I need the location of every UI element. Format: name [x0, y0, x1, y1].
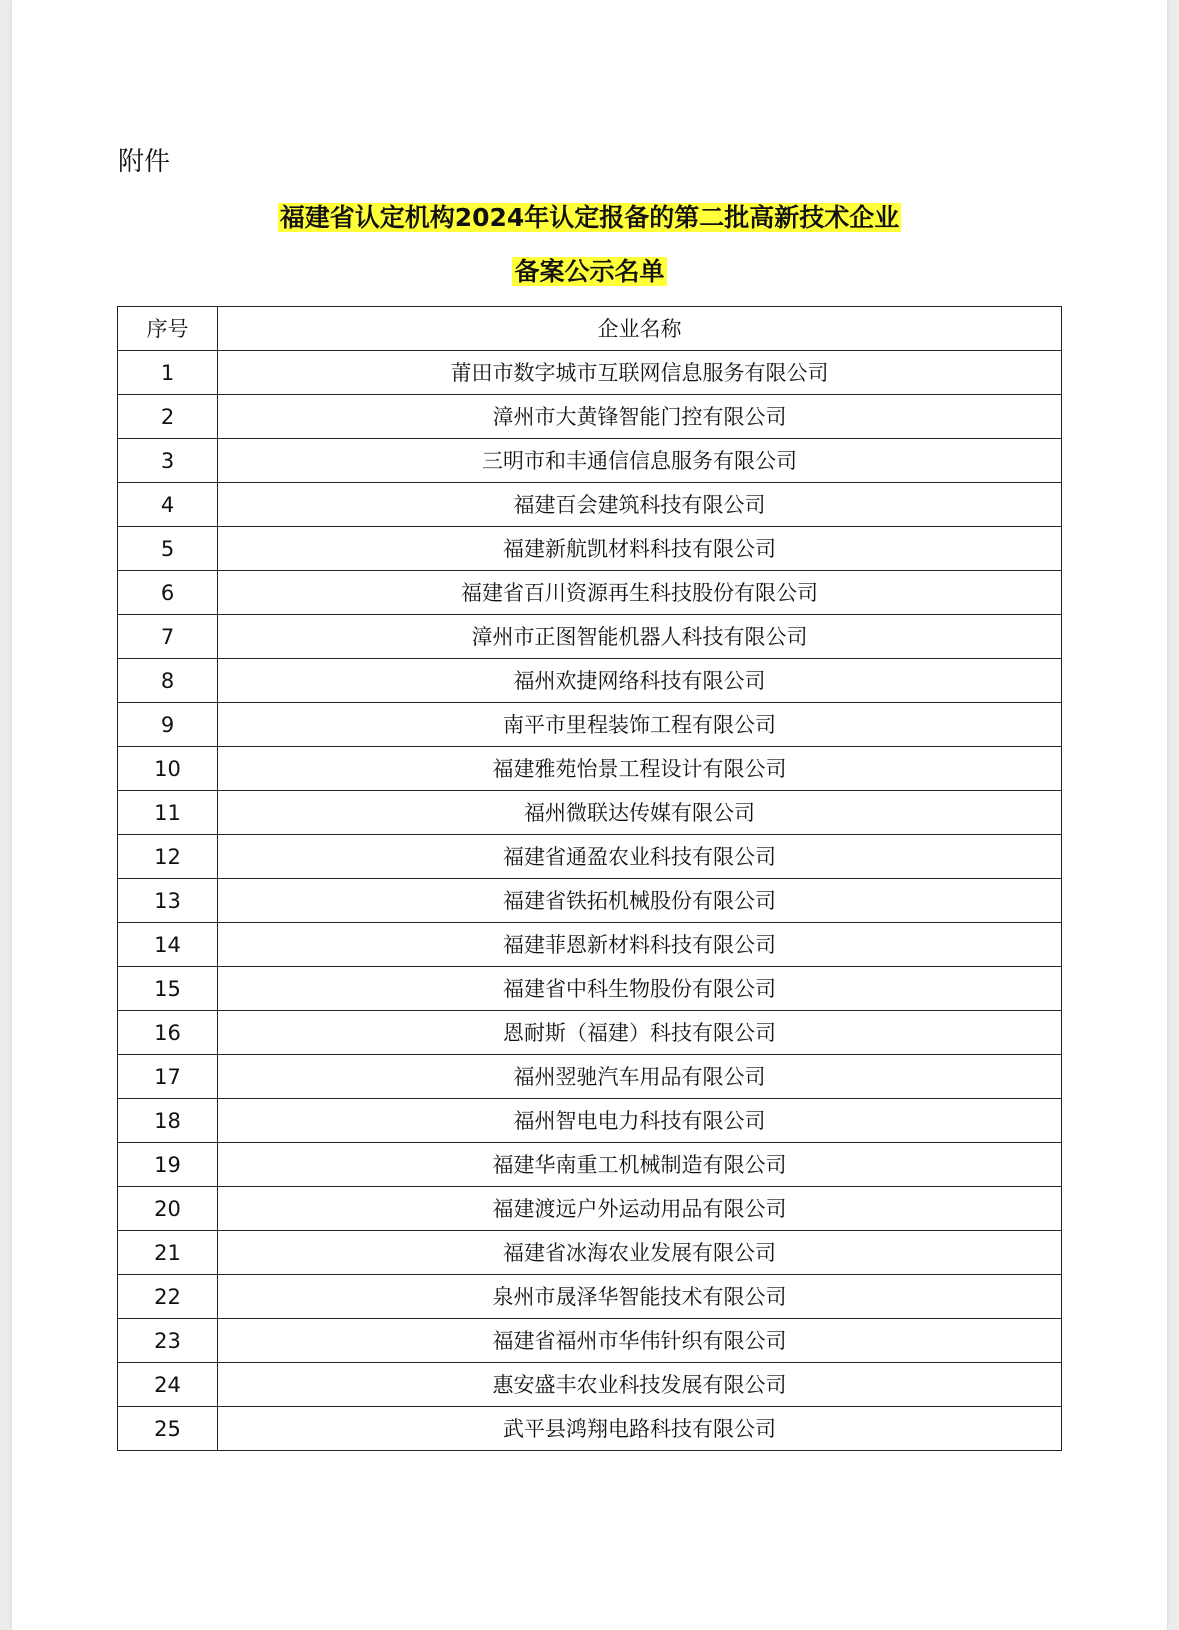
row-serial-number: 20 [118, 1187, 218, 1231]
table-row [118, 1143, 1062, 1187]
row-serial-number: 23 [118, 1319, 218, 1363]
row-company-name: 福建省百川资源再生科技股份有限公司 [218, 571, 1062, 615]
table-row [118, 747, 1062, 791]
row-serial-number: 25 [118, 1407, 218, 1451]
row-serial-number: 3 [118, 439, 218, 483]
table-row [118, 1231, 1062, 1275]
table-row [118, 967, 1062, 1011]
row-company-name: 三明市和丰通信信息服务有限公司 [218, 439, 1062, 483]
table-row [118, 1099, 1062, 1143]
row-serial-number: 12 [118, 835, 218, 879]
attachment-label: 附件 [118, 147, 171, 177]
table-header-row [118, 307, 1062, 351]
row-company-name: 福建雅苑怡景工程设计有限公司 [218, 747, 1062, 791]
table-row [118, 483, 1062, 527]
title-line2-text: 备案公示名单 [514, 257, 665, 286]
row-company-name: 福建省福州市华伟针织有限公司 [218, 1319, 1062, 1363]
table-row [118, 571, 1062, 615]
table-row [118, 351, 1062, 395]
row-serial-number: 1 [118, 351, 218, 395]
table-row [118, 879, 1062, 923]
table-row [118, 1363, 1062, 1407]
row-serial-number: 14 [118, 923, 218, 967]
row-company-name: 福建华南重工机械制造有限公司 [218, 1143, 1062, 1187]
row-company-name: 福建省中科生物股份有限公司 [218, 967, 1062, 1011]
table-row [118, 1011, 1062, 1055]
row-company-name: 惠安盛丰农业科技发展有限公司 [218, 1363, 1062, 1407]
table-row [118, 1319, 1062, 1363]
row-company-name: 泉州市晟泽华智能技术有限公司 [218, 1275, 1062, 1319]
row-company-name: 福建百会建筑科技有限公司 [218, 483, 1062, 527]
row-serial-number: 18 [118, 1099, 218, 1143]
row-company-name: 福州欢捷网络科技有限公司 [218, 659, 1062, 703]
row-serial-number: 17 [118, 1055, 218, 1099]
row-serial-number: 4 [118, 483, 218, 527]
table-row [118, 527, 1062, 571]
row-serial-number: 21 [118, 1231, 218, 1275]
row-serial-number: 9 [118, 703, 218, 747]
company-list-table [117, 306, 1062, 1451]
row-company-name: 武平县鸿翔电路科技有限公司 [218, 1407, 1062, 1451]
row-company-name: 福建新航凯材料科技有限公司 [218, 527, 1062, 571]
row-company-name: 漳州市大黄锋智能门控有限公司 [218, 395, 1062, 439]
row-serial-number: 10 [118, 747, 218, 791]
row-company-name: 福建渡远户外运动用品有限公司 [218, 1187, 1062, 1231]
row-serial-number: 7 [118, 615, 218, 659]
row-serial-number: 6 [118, 571, 218, 615]
table-row [118, 1055, 1062, 1099]
row-company-name: 莆田市数字城市互联网信息服务有限公司 [218, 351, 1062, 395]
table-row [118, 791, 1062, 835]
table-row [118, 395, 1062, 439]
row-company-name: 福建省铁拓机械股份有限公司 [218, 879, 1062, 923]
table-row [118, 923, 1062, 967]
row-serial-number: 5 [118, 527, 218, 571]
table-body [118, 351, 1062, 1451]
row-serial-number: 24 [118, 1363, 218, 1407]
row-company-name: 福建省通盈农业科技有限公司 [218, 835, 1062, 879]
row-serial-number: 16 [118, 1011, 218, 1055]
row-serial-number: 13 [118, 879, 218, 923]
title-line1-text: 福建省认定机构2024年认定报备的第二批高新技术企业 [279, 203, 900, 232]
row-serial-number: 2 [118, 395, 218, 439]
table-row [118, 439, 1062, 483]
row-serial-number: 8 [118, 659, 218, 703]
header-company-name: 企业名称 [218, 307, 1062, 351]
table-row [118, 615, 1062, 659]
table-row [118, 1275, 1062, 1319]
row-company-name: 恩耐斯（福建）科技有限公司 [218, 1011, 1062, 1055]
header-serial-number: 序号 [118, 307, 218, 351]
table-row [118, 1187, 1062, 1231]
table-row [118, 835, 1062, 879]
table-row [118, 1407, 1062, 1451]
row-serial-number: 15 [118, 967, 218, 1011]
row-serial-number: 22 [118, 1275, 218, 1319]
row-company-name: 南平市里程装饰工程有限公司 [218, 703, 1062, 747]
table-row [118, 703, 1062, 747]
document-title-line2 [12, 254, 1167, 290]
document-title-line1 [12, 200, 1167, 236]
row-serial-number: 11 [118, 791, 218, 835]
row-company-name: 漳州市正图智能机器人科技有限公司 [218, 615, 1062, 659]
row-company-name: 福州微联达传媒有限公司 [218, 791, 1062, 835]
row-company-name: 福建省冰海农业发展有限公司 [218, 1231, 1062, 1275]
row-serial-number: 19 [118, 1143, 218, 1187]
row-company-name: 福建菲恩新材料科技有限公司 [218, 923, 1062, 967]
row-company-name: 福州翌驰汽车用品有限公司 [218, 1055, 1062, 1099]
table-row [118, 659, 1062, 703]
row-company-name: 福州智电电力科技有限公司 [218, 1099, 1062, 1143]
document-page [12, 0, 1167, 1630]
